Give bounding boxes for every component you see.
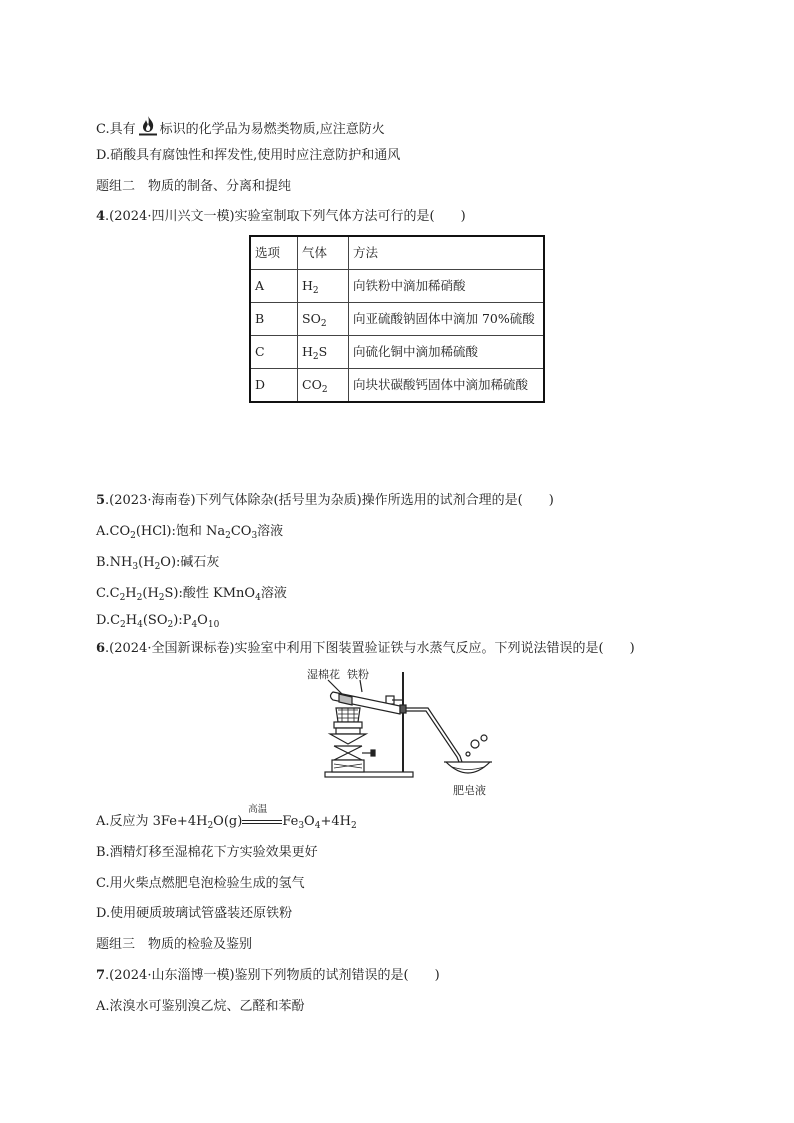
q6-option-b: B.酒精灯移至湿棉花下方实验效果更好	[96, 845, 318, 860]
q5-option-b: $B.NH_3(H_2O)$:碱石灰	[96, 555, 220, 572]
table-row: B $SO_2$ 向亚硫酸钠固体中滴加 70%硫酸	[250, 303, 544, 336]
option-c: C.具有 标识的化学品为易燃类物质,应注意防火	[96, 115, 385, 143]
apparatus-diagram	[300, 664, 500, 799]
question-4: 4.(2024·四川兴文一模)实验室制取下列气体方法可行的是( )	[96, 209, 466, 224]
q7-option-a: A.浓溴水可鉴别溴乙烷、乙醛和苯酚	[96, 999, 305, 1014]
table-row: 选项 气体 方法	[250, 236, 544, 270]
q5-option-c: $C.C_2H_2(H_2S)$:酸性 KMnO$_4$溶液	[96, 586, 287, 603]
options-table	[249, 235, 545, 403]
group-2-heading: 题组二 物质的制备、分离和提纯	[96, 179, 292, 194]
q5-option-a: $A.CO_2(HCl)$:饱和 $Na_2CO_3$溶液	[96, 524, 284, 541]
table-row: C $H_2S$ 向硫化铜中滴加稀硫酸	[250, 336, 544, 369]
q5-option-d: $D.C_2H_4(SO_2):P_4O_{10}$	[96, 613, 220, 630]
reaction-condition-equals: 高温	[242, 813, 282, 827]
label-iron-powder: 铁粉	[347, 668, 369, 681]
question-5: 5.(2023·海南卷)下列气体除杂(括号里为杂质)操作所选用的试剂合理的是( )	[96, 493, 554, 508]
q6-option-a: A.反应为 $3Fe+4H_2O(g)$ 高温 $Fe_3O_4+4H_2$	[96, 804, 357, 831]
option-d: D.硝酸具有腐蚀性和挥发性,使用时应注意防护和通风	[96, 148, 401, 163]
apparatus-drawing	[300, 664, 500, 799]
table-row: D $CO_2$ 向块状碳酸钙固体中滴加稀硫酸	[250, 369, 544, 403]
question-7: 7.(2024·山东淄博一模)鉴别下列物质的试剂错误的是( )	[96, 968, 440, 983]
q6-option-c: C.用火柴点燃肥皂泡检验生成的氢气	[96, 876, 305, 891]
q6-option-d: D.使用硬质玻璃试管盛装还原铁粉	[96, 906, 293, 921]
label-soap-solution: 肥皂液	[453, 784, 486, 797]
question-6: 6.(2024·全国新课标卷)实验室中利用下图装置验证铁与水蒸气反应。下列说法错误的是( )	[96, 641, 635, 656]
flammable-hazard-icon	[138, 115, 158, 143]
label-wet-cotton: 湿棉花	[307, 668, 340, 681]
table-row: A $H_2$ 向铁粉中滴加稀硝酸	[250, 270, 544, 303]
group-3-heading: 题组三 物质的检验及鉴别	[96, 937, 253, 952]
